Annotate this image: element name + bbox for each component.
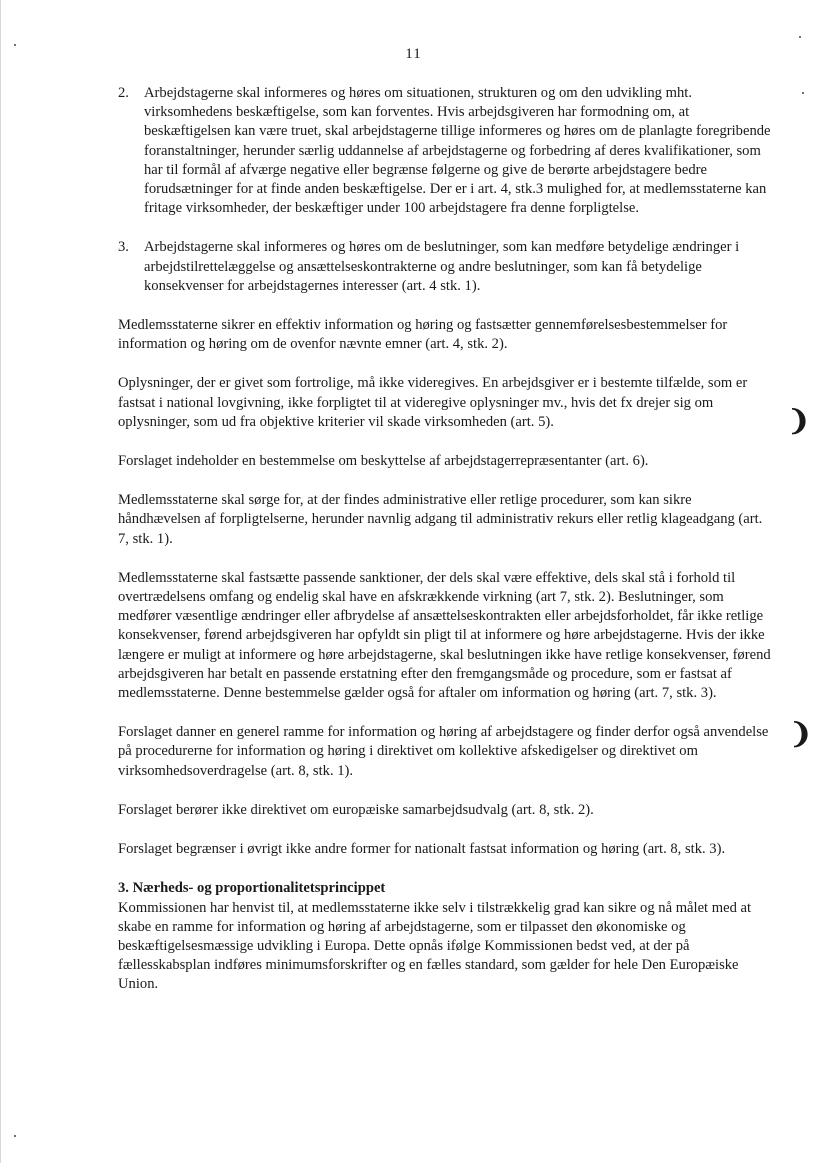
numbered-item (118, 238, 773, 296)
scan-edge-line (0, 0, 1, 1163)
document-body (118, 84, 773, 1015)
hole-punch-mark: ❩ (787, 406, 811, 437)
item-text: Arbejdstagerne skal informeres og høres om de beslutninger, som kan medføre betydelige ændringer i arbejdstilrettelæggelse og ansættelseskontrakterne og andre beslutninger, som kan få betydelige konsekvenser for arbejdstagernes interesser (art. 4 stk. 1). (144, 239, 740, 294)
paragraph: Medlemsstaterne skal sørge for, at der findes administrative eller retlige procedurer, som kan sikre håndhævelsen af forpligtelserne, herunder navnlig adgang til administrativ rekurs eller retlig klageadgang (art. 7, stk. 1). (118, 492, 763, 547)
paragraph: Forslaget berører ikke direktivet om europæiske samarbejdsudvalg (art. 8, stk. 2). (118, 801, 594, 818)
scan-speck (799, 36, 801, 38)
paragraph: Medlemsstaterne sikrer en effektiv information og høring og fastsætter gennemførelsesbestemmelser for information og høring om de ovenfor nævnte emner (art. 4, stk. 2). (118, 317, 728, 353)
hole-punch-mark: ❩ (789, 719, 813, 750)
section-heading: 3. Nærheds- og proportionalitetsprincippet (118, 880, 386, 897)
paragraph: Forslaget begrænser i øvrigt ikke andre former for nationalt fastsat information og høring (art. 8, stk. 3). (118, 841, 726, 858)
numbered-item (118, 84, 773, 218)
item-number: 3. (118, 239, 129, 256)
scan-speck (14, 1135, 16, 1137)
paragraph: Forslaget indeholder en bestemmelse om beskyttelse af arbejdstagerrepræsentanter (art. 6). (118, 453, 649, 470)
paragraph: Forslaget danner en generel ramme for information og høring af arbejdstagere og finder derfor også anvendelse på procedurerne for information og høring i direktivet om kollektive afskedigelser og direktivet om virksomhedsoverdragelse (art. 8, stk. 1). (118, 724, 769, 779)
item-number: 2. (118, 85, 129, 101)
section-body: Kommissionen har henvist til, at medlemsstaterne ikke selv i tilstrækkelig grad kan sikre og nå målet med at skabe en ramme for information og høring af arbejdstagerne, som er tilpasset den økonomiske og beskæftigelsesmæssige udvikling i Europa. Dette opnås ifølge Kommissionen bedst ved, at der på fællesskabsplan indføres minimumsforskrifter og en fælles standard, som gælder for hele Den Europæiske Union. (118, 899, 752, 993)
page-number: 11 (405, 46, 422, 62)
paragraph: Medlemsstaterne skal fastsætte passende sanktioner, der dels skal være effektive, dels skal stå i forhold til overtrædelsens omfang og endelig skal have en afskrækkende virkning (art 7, stk. 2). Beslutninger, som medfører væsentlige ændringer eller afbrydelse af ansættelseskontrakten eller arbejdsforholdet, får ikke retlige konsekvenser, førend arbejdsgiveren har opfyldt sin pligt til at informere og høre arbejdstagerne. Hvis der ikke længere er muligt at informere og høre arbejdstagerne, skal beslutningen ikke have retlige konsekvenser, førend arbejdsgiveren har betalt en passende erstatning efter den fremgangsmåde og procedure, som er fastsat af medlemsstaterne. Denne bestemmelse gælder også for aftaler om information og høring (art. 7, stk. 3). (118, 569, 771, 702)
item-text: Arbejdstagerne skal informeres og høres om situationen, strukturen og om den udvikling mht. virksomhedens beskæftigelse, som kan forventes. Hvis arbejdsgiveren har formodning om, at beskæftigelsen kan være truet, skal arbejdstagerne tillige informeres og høres om de planlagte foregribende foranstaltninger, herunder særlig uddannelse af arbejdstagerne og forbedring af deres kvalifikationer, som har til formål af afværge negative eller begrænse følgerne og give de berørte arbejdstagere bedre forudsætninger for at finde anden beskæftigelse. Der er i art. 4, stk.3 mulighed for, at medlemsstaterne kan fritage virksomheder, der beskæftiger under 100 arbejdstagere fra denne forpligtelse. (144, 85, 771, 217)
scan-speck (802, 92, 804, 94)
paragraph: Oplysninger, der er givet som fortrolige, må ikke videregives. En arbejdsgiver er i bestemte tilfælde, som er fastsat i national lovgivning, ikke forpligtet til at videregive oplysninger mv., hvis det fx drejer sig om oplysninger, som ud fra objektive kriterier vil skade virksomheden (art. 5). (118, 375, 748, 430)
